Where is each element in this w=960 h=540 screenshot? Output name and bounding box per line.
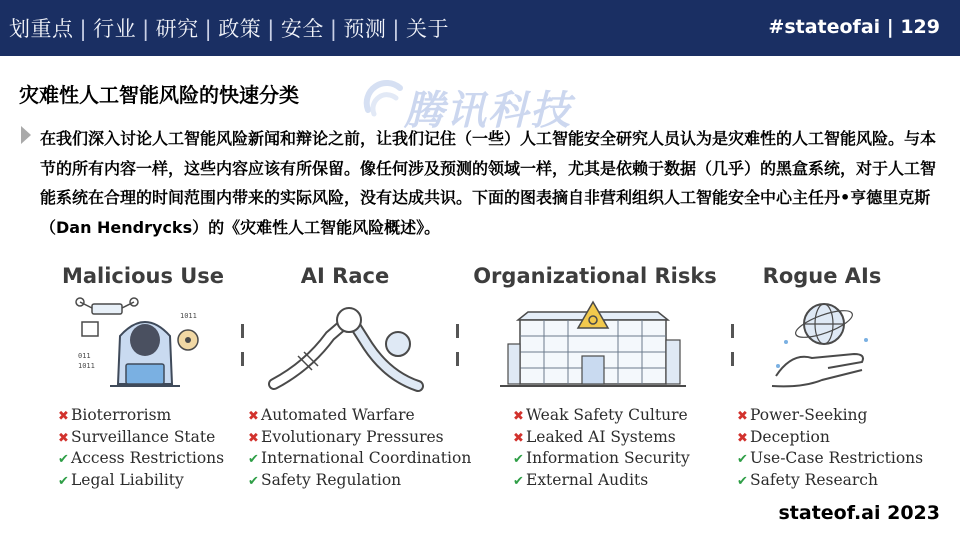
risk-item-text: Bioterrorism xyxy=(71,406,172,424)
list-item xyxy=(513,405,690,427)
risk-item-text: Deception xyxy=(750,427,830,446)
nav-item-research[interactable]: 研究 xyxy=(155,17,199,41)
nav-separator: | xyxy=(142,17,150,41)
nav-item-predictions[interactable]: 预测 xyxy=(343,17,387,41)
nav-separator: | xyxy=(79,17,88,41)
list-item xyxy=(58,427,224,449)
column-divider xyxy=(731,324,735,366)
intro-paragraph: 在我们深入讨论人工智能风险新闻和辩论之前，让我们记住（一些）人工智能安全研究人员认为是灾难性的人工智能风险。与本节的所有内容一样，这些内容应该有所保留。像任何涉及预测的领域一样，尤其是依赖于数据（几乎）的黑盒系统，对于人工智能系统在合理的时间范围内带来的实际风险，没有达成共识。下面的图表摘自非营利组织人工智能安全中心主任丹•亨德里克斯（Dan Hendrycks）的《灾难性人工智能风险概述》。 xyxy=(40,129,937,237)
x-mark-icon: ✖ xyxy=(248,409,259,424)
mitigation-item-text: International Coordination xyxy=(261,449,472,467)
risk-item-text: Evolutionary Pressures xyxy=(261,427,444,446)
mitigation-item-text: Safety Research xyxy=(750,470,878,489)
nav-item-safety[interactable]: 安全 xyxy=(280,17,324,41)
hooded-hacker-icon xyxy=(70,296,220,394)
risk-item-text: Power-Seeking xyxy=(750,406,868,424)
list-item xyxy=(248,448,471,470)
mitigation-item-text: Legal Liability xyxy=(71,470,184,489)
mitigation-item-text: External Audits xyxy=(526,470,649,489)
footer-source: stateof.ai 2023 xyxy=(778,502,940,524)
x-mark-icon: ✖ xyxy=(58,409,69,424)
nav-separator: | xyxy=(329,17,338,41)
risk-list-organizational-risks xyxy=(513,405,690,491)
nav-separator: | xyxy=(267,17,275,41)
check-mark-icon: ✔ xyxy=(737,473,748,489)
column-divider xyxy=(241,324,245,366)
robot-hand-globe-icon xyxy=(762,296,882,394)
page-tag: #stateofai | 129 xyxy=(768,16,940,38)
risk-list-rogue-ais xyxy=(737,405,923,491)
check-mark-icon: ✔ xyxy=(58,452,69,467)
check-mark-icon: ✔ xyxy=(513,473,524,489)
category-title-rogue-ais: Rogue AIs xyxy=(762,264,882,288)
biohazard-building-icon xyxy=(498,296,688,394)
list-item xyxy=(737,470,923,492)
column-divider xyxy=(456,324,460,366)
list-item xyxy=(737,427,923,449)
nav-item-about[interactable]: 关于 xyxy=(405,17,449,41)
nav-separator: | xyxy=(204,17,213,41)
x-mark-icon: ✖ xyxy=(737,430,748,446)
category-title-ai-race: AI Race xyxy=(300,264,390,288)
binary-label: 011 xyxy=(78,352,91,360)
nav-separator: | xyxy=(392,17,400,41)
list-item xyxy=(58,405,224,427)
x-mark-icon: ✖ xyxy=(248,430,259,446)
binary-label: 1011 xyxy=(180,312,197,320)
list-item xyxy=(513,427,690,449)
risk-list-ai-race xyxy=(248,405,471,491)
mitigation-item-text: Use-Case Restrictions xyxy=(750,449,924,467)
nav-item-industry[interactable]: 行业 xyxy=(93,17,137,41)
mitigation-item-text: Information Security xyxy=(526,449,690,467)
check-mark-icon: ✔ xyxy=(248,473,259,489)
check-mark-icon: ✔ xyxy=(248,452,259,467)
list-item xyxy=(737,405,923,427)
list-item xyxy=(248,405,471,427)
risk-item-text: Surveillance State xyxy=(71,427,216,446)
watermark-text: 腾讯科技 xyxy=(404,88,572,134)
list-item xyxy=(248,470,471,492)
section-nav xyxy=(9,13,449,43)
list-item xyxy=(58,448,224,470)
list-item xyxy=(513,470,690,492)
check-mark-icon: ✔ xyxy=(737,452,748,467)
top-nav-bar xyxy=(0,0,960,56)
risk-item-text: Weak Safety Culture xyxy=(526,406,688,424)
category-title-malicious-use: Malicious Use xyxy=(61,264,225,288)
check-mark-icon: ✔ xyxy=(58,473,69,489)
risk-item-text: Leaked AI Systems xyxy=(526,427,676,446)
list-item xyxy=(248,427,471,449)
list-item xyxy=(737,448,923,470)
risk-list-malicious-use xyxy=(58,405,224,491)
mitigation-item-text: Access Restrictions xyxy=(71,449,225,467)
binary-label: 1011 xyxy=(78,362,95,370)
list-item xyxy=(58,470,224,492)
arm-wrestling-icon xyxy=(268,296,428,394)
nav-item-highlights[interactable]: 划重点 xyxy=(9,17,74,41)
bullet-triangle-icon xyxy=(21,126,31,144)
x-mark-icon: ✖ xyxy=(513,430,524,446)
nav-item-policy[interactable]: 政策 xyxy=(218,17,262,41)
category-title-organizational-risks: Organizational Risks xyxy=(473,264,717,288)
list-item xyxy=(513,448,690,470)
x-mark-icon: ✖ xyxy=(737,409,748,424)
x-mark-icon: ✖ xyxy=(513,409,524,424)
risk-item-text: Automated Warfare xyxy=(261,406,415,424)
x-mark-icon: ✖ xyxy=(58,430,69,446)
page-title: 灾难性人工智能风险的快速分类 xyxy=(19,83,299,107)
mitigation-item-text: Safety Regulation xyxy=(261,470,402,489)
check-mark-icon: ✔ xyxy=(513,452,524,467)
